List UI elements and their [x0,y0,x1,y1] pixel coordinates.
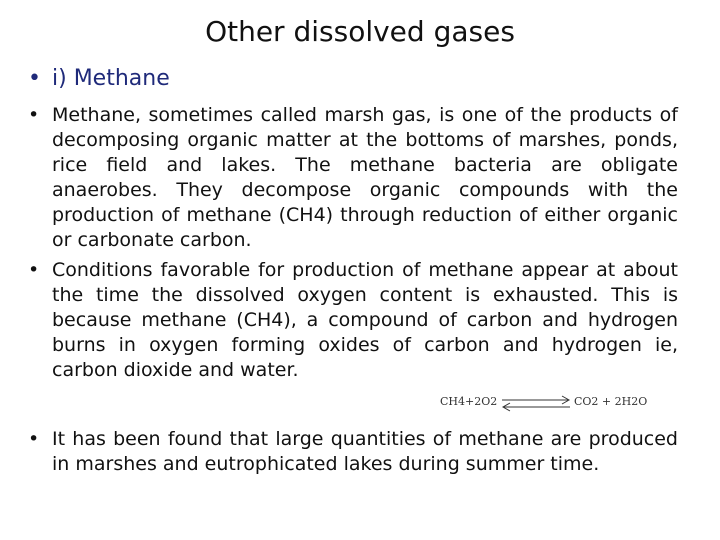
reversible-arrow-icon [500,392,572,414]
bullet-marker: • [28,104,40,126]
bullet-marker: • [28,259,40,281]
slide-title: Other dissolved gases [205,15,515,48]
bullet-text: Conditions favorable for production of methane appear at about the time the dissolved oxygen content is exhausted. This is because methane (CH4), a compound of carbon and hydrogen burns in oxygen forming oxides of carbon and hydrogen ie, carbon dioxide and water. [52,259,678,381]
bullet-text: Methane, sometimes called marsh gas, is one of the products of decomposing organic matter at the bottoms of marshes, ponds, rice field and lakes. The methane bacteria are obligate anaerobes. They decompose organic compounds with the production of methane (CH4) through reduction of either organic or carbonate carbon. [52,104,678,251]
bullet-marker: • [28,66,41,91]
equation-products: CO2 + 2H2O [574,395,648,408]
bullet-item-methane-conditions [28,258,678,383]
bullet-text: It has been found that large quantities of methane are produced in marshes and eutrophicated lakes during summer time. [52,428,678,475]
chemical-equation [440,392,670,414]
section-heading [28,64,170,94]
bullet-item-methane-description [28,103,678,253]
heading-text: i) Methane [52,66,170,91]
bullet-item-methane-quantities [28,427,678,477]
bullet-marker: • [28,428,40,450]
equation-reactants: CH4+2O2 [440,395,498,408]
